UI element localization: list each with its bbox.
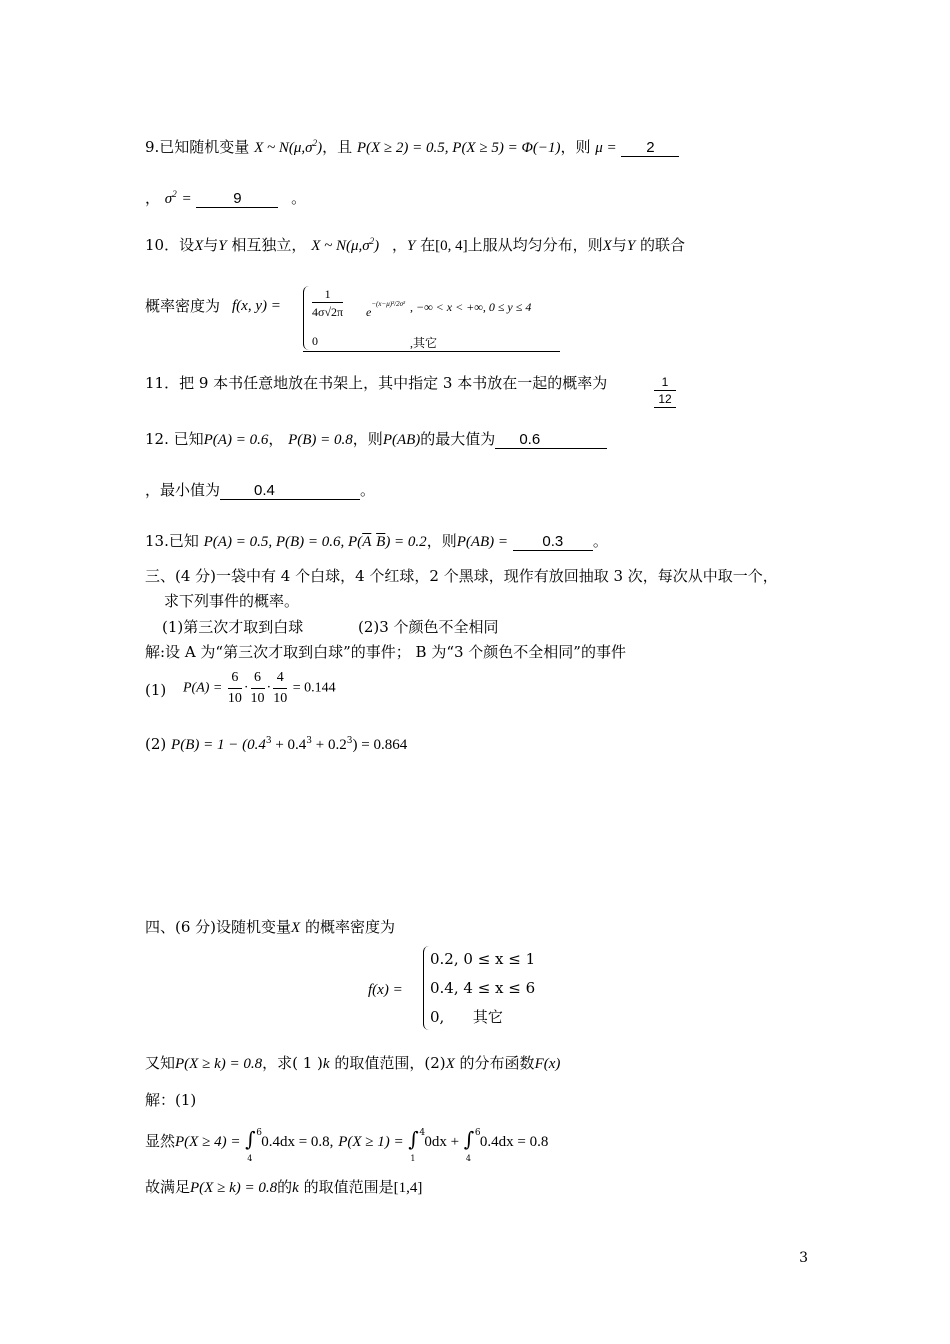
s4-x: X bbox=[291, 920, 301, 936]
q9-sigma-eq: = bbox=[181, 191, 192, 207]
q13-end: 。 bbox=[592, 532, 608, 550]
s4-case2: 0.4, 4 ≤ x ≤ 6 bbox=[430, 979, 536, 997]
s3-p1-label: (1) bbox=[145, 681, 167, 699]
s4-int1-lo: 4 bbox=[247, 1154, 253, 1163]
s4-int3-up: 6 bbox=[474, 1128, 481, 1138]
q12-min-lead: ，最小值为 bbox=[145, 481, 221, 499]
q9-sigma-lhs: σ bbox=[164, 191, 173, 207]
q10-frac-den: 4σ√2π bbox=[312, 305, 344, 319]
s4-known-lead: 又知 bbox=[145, 1054, 176, 1072]
s4-case1: 0.2, 0 ≤ x ≤ 1 bbox=[430, 950, 536, 968]
s3-f1d: 10 bbox=[227, 691, 242, 706]
q9-mu-answer: 2 bbox=[621, 140, 679, 157]
s3-frac3 bbox=[273, 668, 287, 709]
q10-text1: 10．设 bbox=[145, 236, 195, 254]
q9-condition: P(X ≥ 2) = 0.5, P(X ≥ 5) = Φ(−1) bbox=[356, 140, 561, 156]
q10-density-label: 概率密度为 bbox=[145, 297, 221, 315]
q12-pb: P(B) = 0.8 bbox=[288, 432, 353, 448]
s4-int2-body: 0dx + bbox=[424, 1134, 460, 1150]
s4-int2: ∫ 4 1 bbox=[408, 1129, 424, 1151]
s4-int1-body: 0.4dx = 0.8, bbox=[261, 1134, 334, 1150]
q10-distribution: X ~ N(μ,σ bbox=[311, 238, 370, 254]
s3-f1n: 6 bbox=[228, 668, 242, 689]
s4-case3: 0, 其它 bbox=[430, 1008, 503, 1026]
s4-int2-lo: 1 bbox=[410, 1154, 416, 1163]
s3-p2-mid1: + 0.4 bbox=[271, 737, 307, 753]
s3-f3n: 4 bbox=[273, 668, 287, 689]
s3-f2n: 6 bbox=[251, 668, 265, 689]
q9-sigma-answer: 9 bbox=[196, 191, 278, 208]
q10-x2: X bbox=[602, 238, 612, 254]
q9-comma: ， bbox=[145, 189, 161, 207]
s3-f2d: 10 bbox=[250, 691, 265, 706]
q13-abar: $\overline{A}$ bbox=[362, 534, 372, 550]
q12-sep: ， bbox=[268, 430, 284, 448]
q10-range1: , −∞ < x < +∞, 0 ≤ y ≤ 4 bbox=[410, 300, 532, 314]
s4-ask1: 的取值范围，(2) bbox=[334, 1054, 446, 1072]
s4-ask2: 的分布函数 bbox=[459, 1054, 535, 1072]
q9-distribution: X ~ N(μ,σ bbox=[254, 140, 313, 156]
s4-known-ask: ，求( 1 ) bbox=[262, 1054, 323, 1072]
s4-int2-up: 4 bbox=[419, 1128, 426, 1138]
q10-dist-sup: 2 bbox=[369, 236, 375, 246]
q11-ans-num: 1 bbox=[654, 374, 676, 391]
q12-max-label: 的最大值为 bbox=[420, 430, 496, 448]
s4-known: P(X ≥ k) = 0.8 bbox=[175, 1056, 263, 1072]
s4-int1-up: 6 bbox=[256, 1128, 262, 1138]
q10-fxy: f(x, y) = bbox=[232, 298, 281, 314]
s3-line1: 三、(4 分)一袋中有 4 个白球，4 个红球，2 个黑球，现作有放回抽取 3 次，每次从中取一个， bbox=[145, 567, 778, 585]
q13-given-end: ) = 0.2 bbox=[385, 534, 427, 550]
q9-line1 bbox=[145, 133, 679, 158]
q9-end: 。 bbox=[291, 189, 307, 207]
q9-sigma-sup: 2 bbox=[172, 189, 177, 199]
s3-p2-end: ) = 0.864 bbox=[352, 737, 408, 753]
q10-joint: 的联合 bbox=[639, 236, 685, 254]
q13-answer: 0.3 bbox=[513, 534, 593, 551]
s4-int3: ∫ 6 4 bbox=[464, 1129, 480, 1151]
s4-fx: f(x) = bbox=[368, 982, 403, 998]
s3-item2: (2)3 个颜色不全相同 bbox=[358, 618, 499, 636]
q9-line2 bbox=[145, 184, 306, 209]
q13-then: ，则 bbox=[426, 532, 457, 550]
q11-ans-den: 12 bbox=[654, 391, 676, 408]
q12-min-value: 0.4 bbox=[254, 482, 275, 499]
q10-dist-close: ) bbox=[374, 238, 380, 254]
s4-Fx: F(x) bbox=[534, 1056, 561, 1072]
q10-interval: [0, 4] bbox=[435, 238, 468, 254]
q11-line bbox=[145, 373, 607, 393]
q11-text: 11．把 9 本书任意地放在书架上，其中指定 3 本书放在一起的概率为 bbox=[145, 374, 608, 392]
q10-and: 与 bbox=[203, 236, 219, 254]
q13-line bbox=[145, 531, 608, 552]
s3-f3d: 10 bbox=[273, 691, 288, 706]
s3-item1: (1)第三次才取到白球 bbox=[162, 618, 304, 636]
q9-cond-lead: ，且 bbox=[322, 138, 353, 156]
q12-pa: P(A) = 0.6 bbox=[203, 432, 269, 448]
q12-then: ，则 bbox=[352, 430, 383, 448]
q10-y3: Y bbox=[626, 238, 636, 254]
q13-given: P(A) = 0.5, P(B) = 0.6, P( bbox=[203, 534, 363, 550]
s4-known-line bbox=[145, 1053, 560, 1074]
s3-dot2: · bbox=[266, 680, 272, 696]
q10-line1 bbox=[145, 231, 685, 256]
s3-p2-label: (2) bbox=[145, 735, 167, 753]
q13-bbar: $\overline{B}$ bbox=[376, 534, 386, 550]
q10-exp-sup: −(x−μ)²/2σ² bbox=[371, 300, 406, 308]
s3-dot1: · bbox=[243, 680, 249, 696]
q9-dist-sup: 2 bbox=[312, 138, 318, 148]
q10-zero: 0 bbox=[312, 334, 318, 348]
s4-concl-k: k bbox=[292, 1180, 299, 1196]
s4-concl-end: 的取值范围是 bbox=[303, 1178, 394, 1196]
s3-frac1 bbox=[228, 668, 242, 709]
q10-y2: Y bbox=[406, 238, 416, 254]
s4-concl-mid: 的 bbox=[277, 1178, 293, 1196]
s4-solution: 解：(1) bbox=[145, 1091, 197, 1109]
s4-concl-lead: 故满足 bbox=[145, 1178, 191, 1196]
q13-pab: P(AB) = bbox=[456, 534, 509, 550]
q12-end: 。 bbox=[360, 481, 376, 499]
q12-max-value: 0.6 bbox=[519, 431, 541, 448]
q10-and2: 与 bbox=[611, 236, 627, 254]
s3-solution: 解:设 A 为“第三次才取到白球”的事件； B 为“3 个颜色不全相同”的事件 bbox=[145, 643, 626, 661]
s4-line1 bbox=[145, 917, 395, 938]
q12-line1 bbox=[145, 429, 607, 450]
s3-p1-lhs: P(A) = bbox=[183, 680, 223, 696]
s4-brace bbox=[423, 946, 430, 1030]
s4-int3-lo: 4 bbox=[465, 1154, 472, 1163]
q13-text1: 13.已知 bbox=[145, 532, 199, 550]
q10-underline bbox=[303, 351, 560, 352]
s3-frac2 bbox=[251, 668, 265, 709]
q12-min-answer bbox=[220, 483, 360, 500]
s3-p2-sup1: 3 bbox=[265, 736, 272, 746]
q10-y: Y bbox=[218, 238, 227, 254]
q10-fraction bbox=[312, 286, 343, 321]
s3-p2-sup3: 3 bbox=[346, 736, 353, 746]
s4-concl-range: [1,4] bbox=[393, 1180, 423, 1196]
s3-p2-line bbox=[145, 731, 407, 755]
s3-p2-start: P(B) = 1 − (0.4 bbox=[171, 737, 266, 753]
q10-comma: ， bbox=[391, 236, 407, 254]
s4-int2-lhs: P(X ≥ 1) = bbox=[338, 1134, 404, 1150]
q9-dist-close: ) bbox=[317, 140, 323, 156]
q10-indep: 相互独立， bbox=[231, 236, 307, 254]
q10-uniform: 上服从均匀分布，则 bbox=[467, 236, 603, 254]
q10-otherwise: ,其它 bbox=[410, 336, 438, 350]
s3-p1-formula bbox=[183, 668, 336, 709]
q9-prefix: 9.已知随机变量 bbox=[145, 138, 250, 156]
q12-pab: P(AB) bbox=[382, 432, 421, 448]
q10-exp bbox=[366, 300, 405, 320]
s3-p1-rhs: = 0.144 bbox=[292, 680, 336, 696]
s4-int1-lhs: P(X ≥ 4) = bbox=[175, 1134, 241, 1150]
s3-p2-sup2: 3 bbox=[306, 736, 313, 746]
s4-x2: X bbox=[445, 1056, 455, 1072]
q12-max-answer bbox=[495, 432, 607, 449]
s4-int1: ∫ 6 4 bbox=[245, 1129, 261, 1151]
s4-line1-text: 四、(6 分)设随机变量 bbox=[145, 918, 292, 936]
q10-brace bbox=[303, 286, 310, 350]
s4-integral-line bbox=[145, 1127, 549, 1163]
s4-k: k bbox=[322, 1056, 330, 1072]
s4-line1-end: 的概率密度为 bbox=[304, 918, 395, 936]
s4-obv: 显然 bbox=[145, 1132, 176, 1150]
q9-then: ，则 bbox=[560, 138, 591, 156]
q10-exp-base: e bbox=[366, 305, 372, 319]
q12-line2 bbox=[145, 480, 375, 500]
q10-x: X bbox=[194, 238, 204, 254]
s3-p2-mid2: + 0.2 bbox=[312, 737, 347, 753]
q12-text1: 12. 已知 bbox=[145, 430, 204, 448]
s3-line2: 求下列事件的概率。 bbox=[164, 592, 300, 610]
q9-mu-lhs: μ = bbox=[595, 140, 617, 156]
page-number: 3 bbox=[799, 1250, 808, 1266]
s4-concl-p: P(X ≥ k) = 0.8 bbox=[190, 1180, 278, 1196]
q10-on: 在 bbox=[420, 236, 436, 254]
q10-frac-num: 1 bbox=[312, 286, 343, 303]
s4-conclusion bbox=[145, 1177, 422, 1198]
q11-answer bbox=[654, 374, 676, 408]
s4-int3-body: 0.4dx = 0.8 bbox=[479, 1134, 549, 1150]
